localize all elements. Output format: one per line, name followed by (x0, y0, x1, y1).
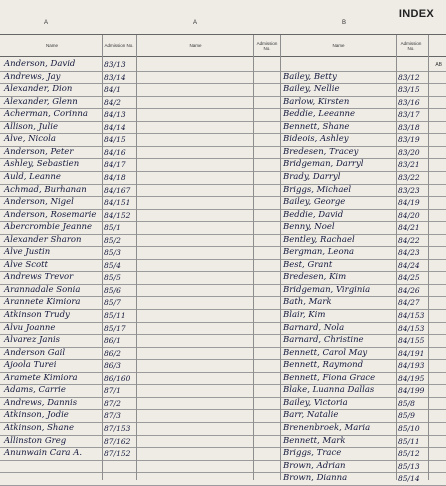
col1-entry-name: Alve, Nicola (4, 134, 56, 144)
row-rule (0, 334, 446, 335)
col1-entry-name: Anderson Gail (4, 348, 66, 358)
col1-entry-name: Alexander, Dion (4, 84, 73, 94)
col3-entry-admission: 83/15 (398, 85, 420, 94)
col3-entry-name: Bailey, George (283, 197, 346, 207)
column-rule (396, 35, 397, 480)
col3-entry-admission: 84/23 (398, 248, 420, 257)
col1-entry-name: Alexander Sharon (4, 235, 82, 245)
col1-entry-admission: 85/6 (104, 286, 121, 295)
col1-entry-name: Atkinson Trudy (4, 310, 70, 320)
col1-entry-name: Anunwain Cara A. (4, 448, 83, 458)
col3-entry-admission: 83/23 (398, 186, 420, 195)
col3-entry-admission: 84/155 (398, 336, 425, 345)
col3-entry-name: Bennett, Shane (283, 122, 350, 132)
col3-entry-name: Blair, Kim (283, 310, 326, 320)
col3-entry-admission: 83/19 (398, 135, 420, 144)
col3-entry-admission: 84/153 (398, 311, 425, 320)
col3-entry-name: Bennett, Mark (283, 436, 346, 446)
col3-entry-admission: 83/20 (398, 148, 420, 157)
col3-entry-name: Brenenbroek, Maria (283, 423, 371, 433)
col1-entry-admission: 84/13 (104, 110, 126, 119)
column-rule (428, 35, 429, 480)
col3-entry-name: Blake, Luanna Dallas (283, 385, 375, 395)
index-title: INDEX (398, 8, 434, 20)
col3-entry-name: Benny, Noel (283, 222, 335, 232)
col1-entry-name: Auld, Leanne (4, 172, 61, 182)
col3-entry-name: Bergman, Leona (283, 247, 355, 257)
col3-entry-admission: 84/20 (398, 211, 420, 220)
header-bottom-rule (0, 56, 446, 57)
col3-entry-admission: 84/21 (398, 223, 420, 232)
col1-entry-name: Arannete Kimiora (4, 297, 81, 307)
row-rule (0, 322, 446, 323)
col1-entry-admission: 87/1 (104, 386, 121, 395)
col3-entry-admission: 83/12 (398, 73, 420, 82)
col1-entry-name: Alvu Joanne (4, 323, 56, 333)
col1-entry-name: Arannadale Sonia (4, 285, 81, 295)
col3-entry-name: Bredesen, Tracey (283, 147, 359, 157)
col1-entry-admission: 84/18 (104, 173, 126, 182)
col1-entry-name: Anderson, Rosemarie (4, 210, 97, 220)
header-admission-2: Admission No. (256, 40, 278, 51)
row-rule (0, 121, 446, 122)
row-rule (0, 171, 446, 172)
col1-entry-name: Anderson, Nigel (4, 197, 74, 207)
column-rule (253, 35, 254, 480)
col1-entry-admission: 84/2 (104, 98, 121, 107)
col1-entry-admission: 84/14 (104, 123, 126, 132)
col3-entry-name: Beddie, David (283, 210, 344, 220)
col3-entry-name: Briggs, Trace (283, 448, 342, 458)
col3-entry-name: Bideois, Ashley (283, 134, 349, 144)
col1-entry-admission: 84/17 (104, 160, 126, 169)
header-name-2: Name (189, 43, 202, 48)
col1-entry-name: Alvarez Janis (4, 335, 61, 345)
col1-entry-name: Adams, Carrie (4, 385, 66, 395)
row-rule (0, 259, 446, 260)
col1-entry-name: Alexander, Glenn (4, 97, 78, 107)
column-letter-b: B (342, 20, 347, 26)
col3-entry-name: Bennett, Carol May (283, 348, 368, 358)
col1-entry-admission: 85/1 (104, 223, 121, 232)
col1-entry-admission: 87/3 (104, 411, 121, 420)
col3-entry-name: Bailey, Nellie (283, 84, 340, 94)
col1-entry-name: Aramete Kimiora (4, 373, 78, 383)
col1-entry-admission: 85/3 (104, 248, 121, 257)
col1-entry-name: Andrews, Jay (4, 72, 61, 82)
col1-entry-name: Abercrombie Jeanne (4, 222, 93, 232)
col3-entry-name: Brown, Adrian (283, 461, 346, 471)
col1-entry-name: Andrews Trevor (4, 272, 74, 282)
col1-entry-admission: 84/15 (104, 135, 126, 144)
col3-entry-admission: 85/12 (398, 449, 420, 458)
col3-entry-admission: 85/11 (398, 437, 420, 446)
col3-entry-admission: 84/195 (398, 374, 425, 383)
col3-entry-name: Barnard, Nola (283, 323, 345, 333)
col1-entry-admission: 85/4 (104, 261, 121, 270)
col1-entry-name: Anderson, David (4, 59, 76, 69)
col1-entry-admission: 84/16 (104, 148, 126, 157)
col1-entry-admission: 84/152 (104, 211, 131, 220)
col3-entry-admission: 84/19 (398, 198, 420, 207)
row-rule (0, 435, 446, 436)
col1-entry-name: Andrews, Dannis (4, 398, 78, 408)
row-rule (0, 133, 446, 134)
col3-entry-name: Barr, Natalie (283, 410, 339, 420)
col1-entry-admission: 86/2 (104, 349, 121, 358)
col3-entry-admission: 85/14 (398, 474, 420, 483)
col3-entry-name: Barnard, Christine (283, 335, 364, 345)
col1-entry-name: Alve Scott (4, 260, 48, 270)
header-top-rule (0, 34, 446, 35)
col3-entry-name: Bredesen, Kim (283, 272, 347, 282)
col3-entry-name: Bennett, Raymond (283, 360, 364, 370)
column-rule (136, 35, 137, 480)
col3-entry-name: Bailey, Victoria (283, 398, 348, 408)
col1-entry-admission: 85/17 (104, 324, 126, 333)
col1-entry-admission: 87/153 (104, 424, 131, 433)
col1-entry-admission: 87/152 (104, 449, 131, 458)
col3-entry-admission: 83/22 (398, 173, 420, 182)
col1-entry-name: Anderson, Peter (4, 147, 74, 157)
column-letter-a1: A (44, 20, 49, 26)
col1-entry-name: Alve Justin (4, 247, 51, 257)
col3-entry-name: Brown, Dianna (283, 473, 348, 483)
col1-entry-admission: 85/11 (104, 311, 126, 320)
col3-entry-name: Best, Grant (283, 260, 333, 270)
col1-entry-admission: 85/2 (104, 236, 121, 245)
col1-entry-admission: 86/160 (104, 374, 131, 383)
col1-entry-name: Ashley, Sebastien (4, 159, 80, 169)
header-name-3: Name (332, 43, 345, 48)
col3-entry-name: Bridgeman, Virginia (283, 285, 371, 295)
col3-entry-name: Bennett, Fiona Grace (283, 373, 376, 383)
col1-entry-admission: 86/3 (104, 361, 121, 370)
col1-entry-admission: 86/1 (104, 336, 121, 345)
col1-entry-name: Allison, Julie (4, 122, 59, 132)
col3-entry-name: Briggs, Michael (283, 185, 352, 195)
col3-entry-admission: 83/18 (398, 123, 420, 132)
column-rule (280, 35, 281, 480)
col3-entry-admission: 84/25 (398, 273, 420, 282)
row-rule (0, 71, 446, 72)
column-rule (102, 35, 103, 480)
col3-entry-admission: 84/199 (398, 386, 425, 395)
col3-entry-admission: 84/24 (398, 261, 420, 270)
col3-entry-admission: 84/26 (398, 286, 420, 295)
col1-entry-name: Allinston Greg (4, 436, 67, 446)
col1-entry-name: Atkinson, Shane (4, 423, 74, 433)
col3-entry-admission: 85/13 (398, 462, 420, 471)
col3-entry-admission: 84/153 (398, 324, 425, 333)
row-rule (0, 359, 446, 360)
col3-entry-name: Bath, Mark (283, 297, 332, 307)
col3-entry-admission: 83/16 (398, 98, 420, 107)
header-admission-3: Admission No. (400, 40, 422, 51)
col1-entry-admission: 87/162 (104, 437, 131, 446)
col1-entry-admission: 84/151 (104, 198, 131, 207)
col1-entry-admission: 83/14 (104, 73, 126, 82)
col3-entry-name: Bailey, Betty (283, 72, 337, 82)
header-name-1: Name (45, 43, 58, 48)
col3-entry-admission: 83/21 (398, 160, 420, 169)
col1-entry-admission: 83/13 (104, 60, 126, 69)
col1-entry-admission: 84/167 (104, 186, 131, 195)
col3-entry-name: Bentley, Rachael (283, 235, 355, 245)
col1-entry-name: Ajoola Turei (4, 360, 57, 370)
col1-entry-name: Acherman, Corinna (4, 109, 88, 119)
row-rule (0, 472, 446, 473)
col3-entry-admission: 84/193 (398, 361, 425, 370)
col3-entry-name: Barlow, Kirsten (283, 97, 350, 107)
col3-entry-name: Beddie, Leeanne (283, 109, 356, 119)
row-rule (0, 460, 446, 461)
col3-entry-name: Brady, Darryl (283, 172, 341, 182)
col1-entry-admission: 85/5 (104, 273, 121, 282)
col3-entry-admission: 84/22 (398, 236, 420, 245)
col3-entry-admission: 85/10 (398, 424, 420, 433)
col3-entry-admission: 84/27 (398, 298, 420, 307)
col1-entry-admission: 84/1 (104, 85, 121, 94)
col3-entry-admission: 85/9 (398, 411, 415, 420)
col3-entry-admission: 83/17 (398, 110, 420, 119)
col3-entry-name: Bridgeman, Darryl (283, 159, 364, 169)
column-letter-a2: A (193, 20, 198, 26)
col1-entry-name: Achmad, Burhanan (4, 185, 87, 195)
header-admission-1: Admission No. (104, 43, 134, 48)
col1-entry-name: Atkinson, Jodie (4, 410, 69, 420)
row-rule (0, 347, 446, 348)
col1-entry-admission: 87/2 (104, 399, 121, 408)
col1-entry-admission: 85/7 (104, 298, 121, 307)
side-letters: AB (435, 62, 442, 68)
col3-entry-admission: 84/191 (398, 349, 425, 358)
col3-entry-admission: 85/8 (398, 399, 415, 408)
